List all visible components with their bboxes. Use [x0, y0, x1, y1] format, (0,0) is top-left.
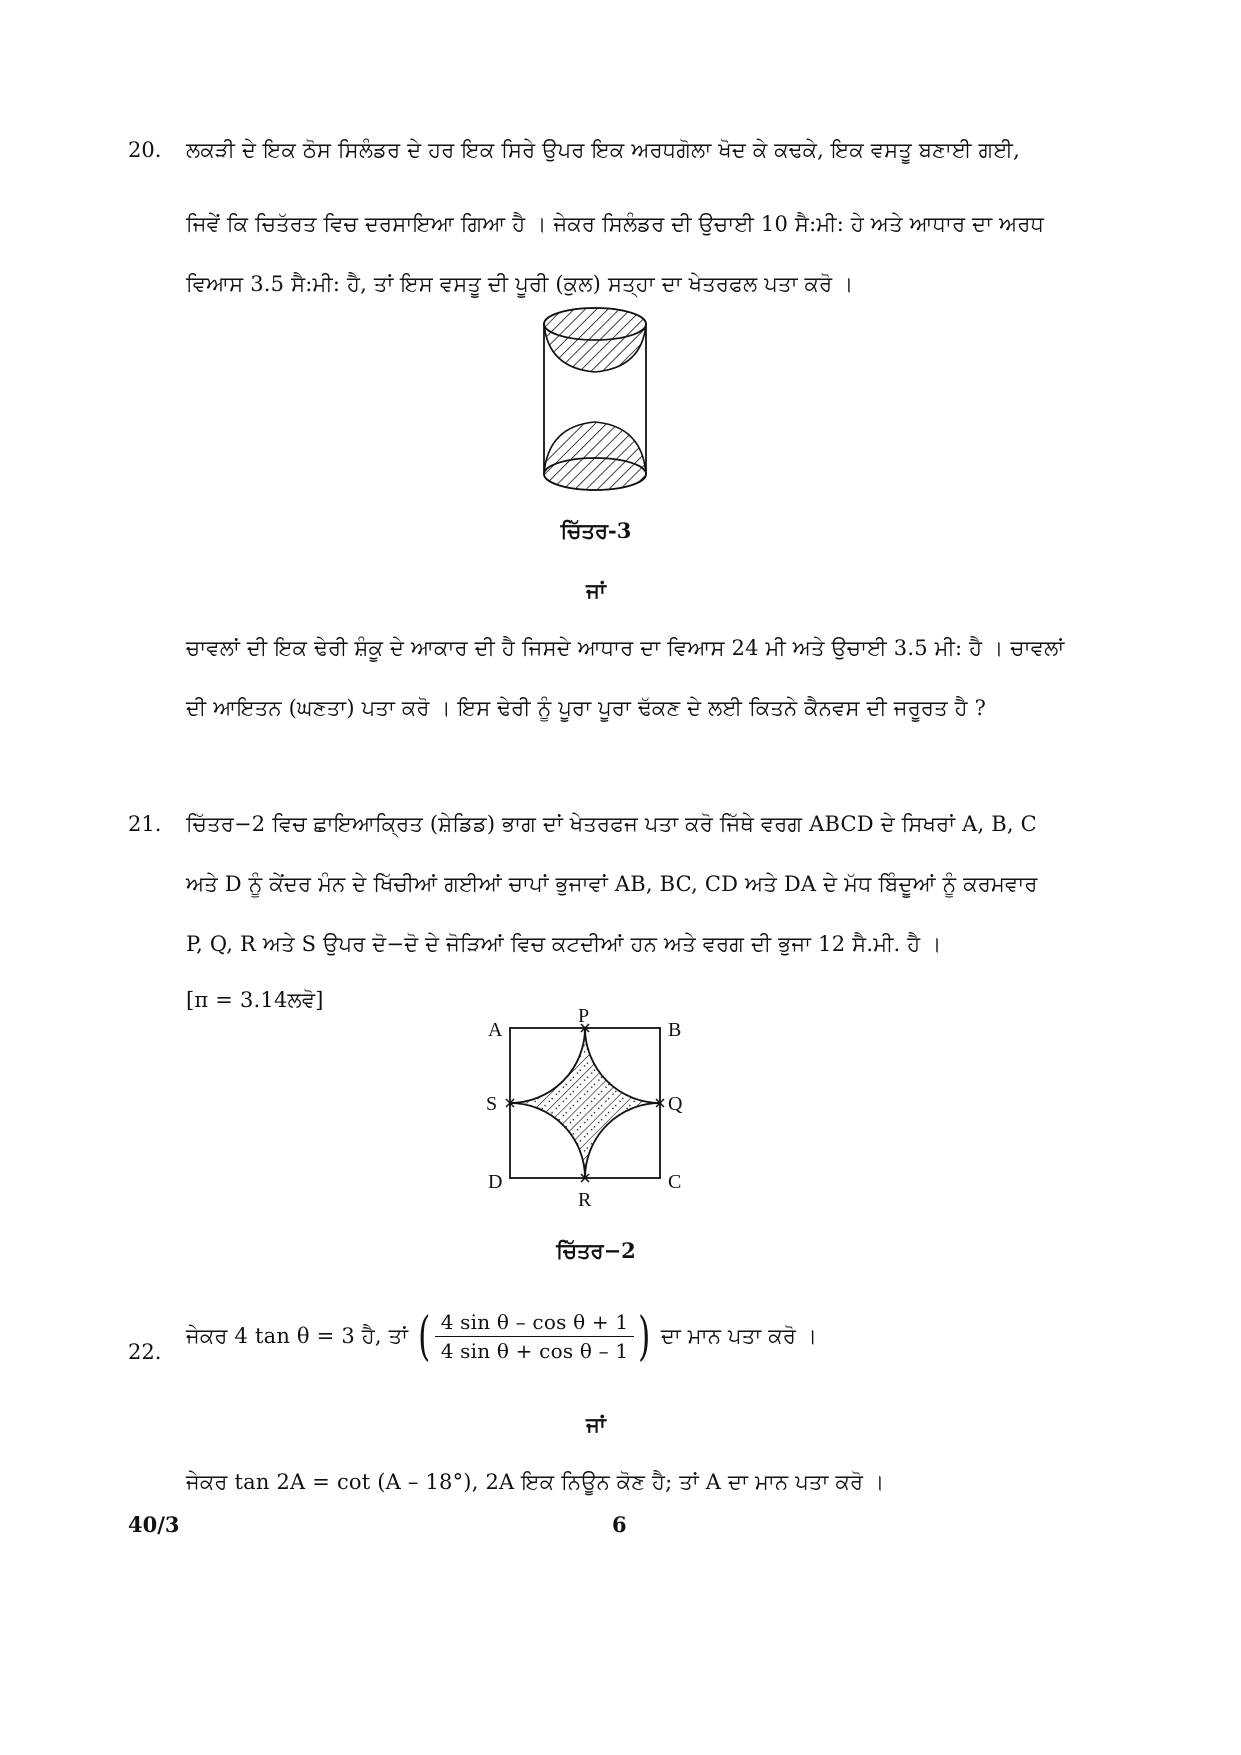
question-20-alt-line-2: ਦੀ ਆਇਤਨ (ਘਣਤਾ) ਪਤਾ ਕਰੋ । ਇਸ ਢੇਰੀ ਨੂੰ ਪੂਰਾ ਪੂਰਾ ਢੱਕਣ ਦੇ ਲਈ ਕਿਤਨੇ ਕੈਨਵਸ ਦੀ ਜਰੂਰਤ ਹੈ ?: [186, 696, 987, 720]
right-paren: ): [638, 1306, 651, 1367]
trig-fraction: [435, 1310, 635, 1363]
question-21-line-1: ਚਿੱਤਰ−2 ਵਿਚ ਛਾਇਆਕ੍ਰਿਤ (ਸ਼ੇਡਿਡ) ਭਾਗ ਦਾਂ ਖੇਤਰਫਜ ਪਤਾ ਕਰੋ ਜਿੱਥੇ ਵਰਗ ABCD ਦੇ ਸਿਖਰਾਂ A, B, C: [186, 812, 1037, 836]
cylinder-figure: [530, 296, 660, 506]
question-21-pi-note: [π = 3.14ਲਵੋ]: [186, 988, 324, 1012]
figure-2-caption: ਚਿੱਤਰ−2: [556, 1238, 636, 1263]
midpoint-p-label: P: [578, 1008, 590, 1027]
square-arcs-figure: [480, 1008, 700, 1218]
vertex-c-label: C: [668, 1171, 682, 1193]
fraction-denominator: 4 sin θ + cos θ – 1: [440, 1339, 629, 1363]
figure-3-caption: ਚਿੱਤਰ-3: [560, 518, 632, 543]
left-paren: (: [418, 1306, 431, 1367]
question-20-alt-line-1: ਚਾਵਲਾਂ ਦੀ ਇਕ ਢੇਰੀ ਸ਼ੰਕੂ ਦੇ ਆਕਾਰ ਦੀ ਹੈ ਜਿਸਦੇ ਆਧਾਰ ਦਾ ਵਿਆਸ 24 ਮੀ ਅਤੇ ਉਚਾਈ 3.5 ਮੀ: ਹੈ । ਚਾਵਲਾਂ: [186, 636, 1065, 660]
question-20-line-1: ਲਕੜੀ ਦੇ ਇਕ ਠੋਸ ਸਿਲੰਡਰ ਦੇ ਹਰ ਇਕ ਸਿਰੇ ਉਪਰ ਇਕ ਅਰਧਗੋਲਾ ਖੋਦ ਕੇ ਕਢਕੇ, ਇਕ ਵਸਤੂ ਬਣਾਈ ਗਈ,: [186, 138, 1020, 162]
question-22-prefix: ਜੇਕਰ 4 tan θ = 3 ਹੈ, ਤਾਂ: [186, 1324, 409, 1348]
question-21-number: 21.: [128, 812, 162, 836]
question-20-or-label: ਜਾਂ: [586, 578, 606, 603]
fraction-numerator: 4 sin θ – cos θ + 1: [435, 1310, 635, 1337]
vertex-b-label: B: [668, 1019, 682, 1041]
question-20-line-2: ਜਿਵੇਂ ਕਿ ਚਿਤੱਰਤ ਵਿਚ ਦਰਸਾਇਆ ਗਿਆ ਹੈ । ਜੇਕਰ ਸਿਲੰਡਰ ਦੀ ਉਚਾਈ 10 ਸੈ:ਮੀ: ਹੇ ਅਤੇ ਆਧਾਰ ਦਾ ਅਰਧ: [186, 212, 1045, 236]
question-20-line-3: ਵਿਆਸ 3.5 ਸੈ:ਮੀ: ਹੈ, ਤਾਂ ਇਸ ਵਸਤੂ ਦੀ ਪੂਰੀ (ਕੁਲ) ਸਤ੍ਹਾ ਦਾ ਖੇਤਰਫਲ ਪਤਾ ਕਰੋ ।: [186, 272, 854, 296]
question-20-number: 20.: [128, 138, 162, 162]
question-21-line-2: ਅਤੇ D ਨੂੰ ਕੇਂਦਰ ਮੰਨ ਦੇ ਖਿੱਚੀਆਂ ਗਈਆਂ ਚਾਪਾਂ ਭੁਜਾਵਾਂ AB, BC, CD ਅਤੇ DA ਦੇ ਮੱਧ ਬਿੰਦੂਆਂ ਨੂੰ ਕਰਮਵਾਰ: [186, 872, 1038, 896]
shaded-region: [510, 1028, 660, 1178]
question-22-number: 22.: [128, 1340, 162, 1364]
paper-code: 40/3: [128, 1512, 180, 1537]
vertex-a-label: A: [488, 1019, 503, 1041]
page-number: 6: [612, 1512, 627, 1537]
question-22-alt-line: ਜੇਕਰ tan 2A = cot (A – 18°), 2A ਇਕ ਨਿਊਨ ਕੋਣ ਹੈ; ਤਾਂ A ਦਾ ਮਾਨ ਪਤਾ ਕਰੋ ।: [186, 1470, 885, 1494]
vertex-d-label: D: [488, 1171, 503, 1193]
midpoint-r-label: R: [578, 1189, 592, 1211]
question-22-expression: [186, 1306, 818, 1367]
midpoint-q-label: Q: [668, 1093, 683, 1115]
question-22-suffix: ਦਾ ਮਾਨ ਪਤਾ ਕਰੋ ।: [660, 1324, 818, 1348]
midpoint-s-label: S: [486, 1093, 498, 1115]
question-22-or-label: ਜਾਂ: [586, 1412, 606, 1437]
question-21-line-3: P, Q, R ਅਤੇ S ਉਪਰ ਦੋ−ਦੋ ਦੇ ਜੋੜਿਆਂ ਵਿਚ ਕਟਦੀਆਂ ਹਨ ਅਤੇ ਵਰਗ ਦੀ ਭੁਜਾ 12 ਸੈ.ਮੀ. ਹੈ ।: [186, 932, 942, 956]
